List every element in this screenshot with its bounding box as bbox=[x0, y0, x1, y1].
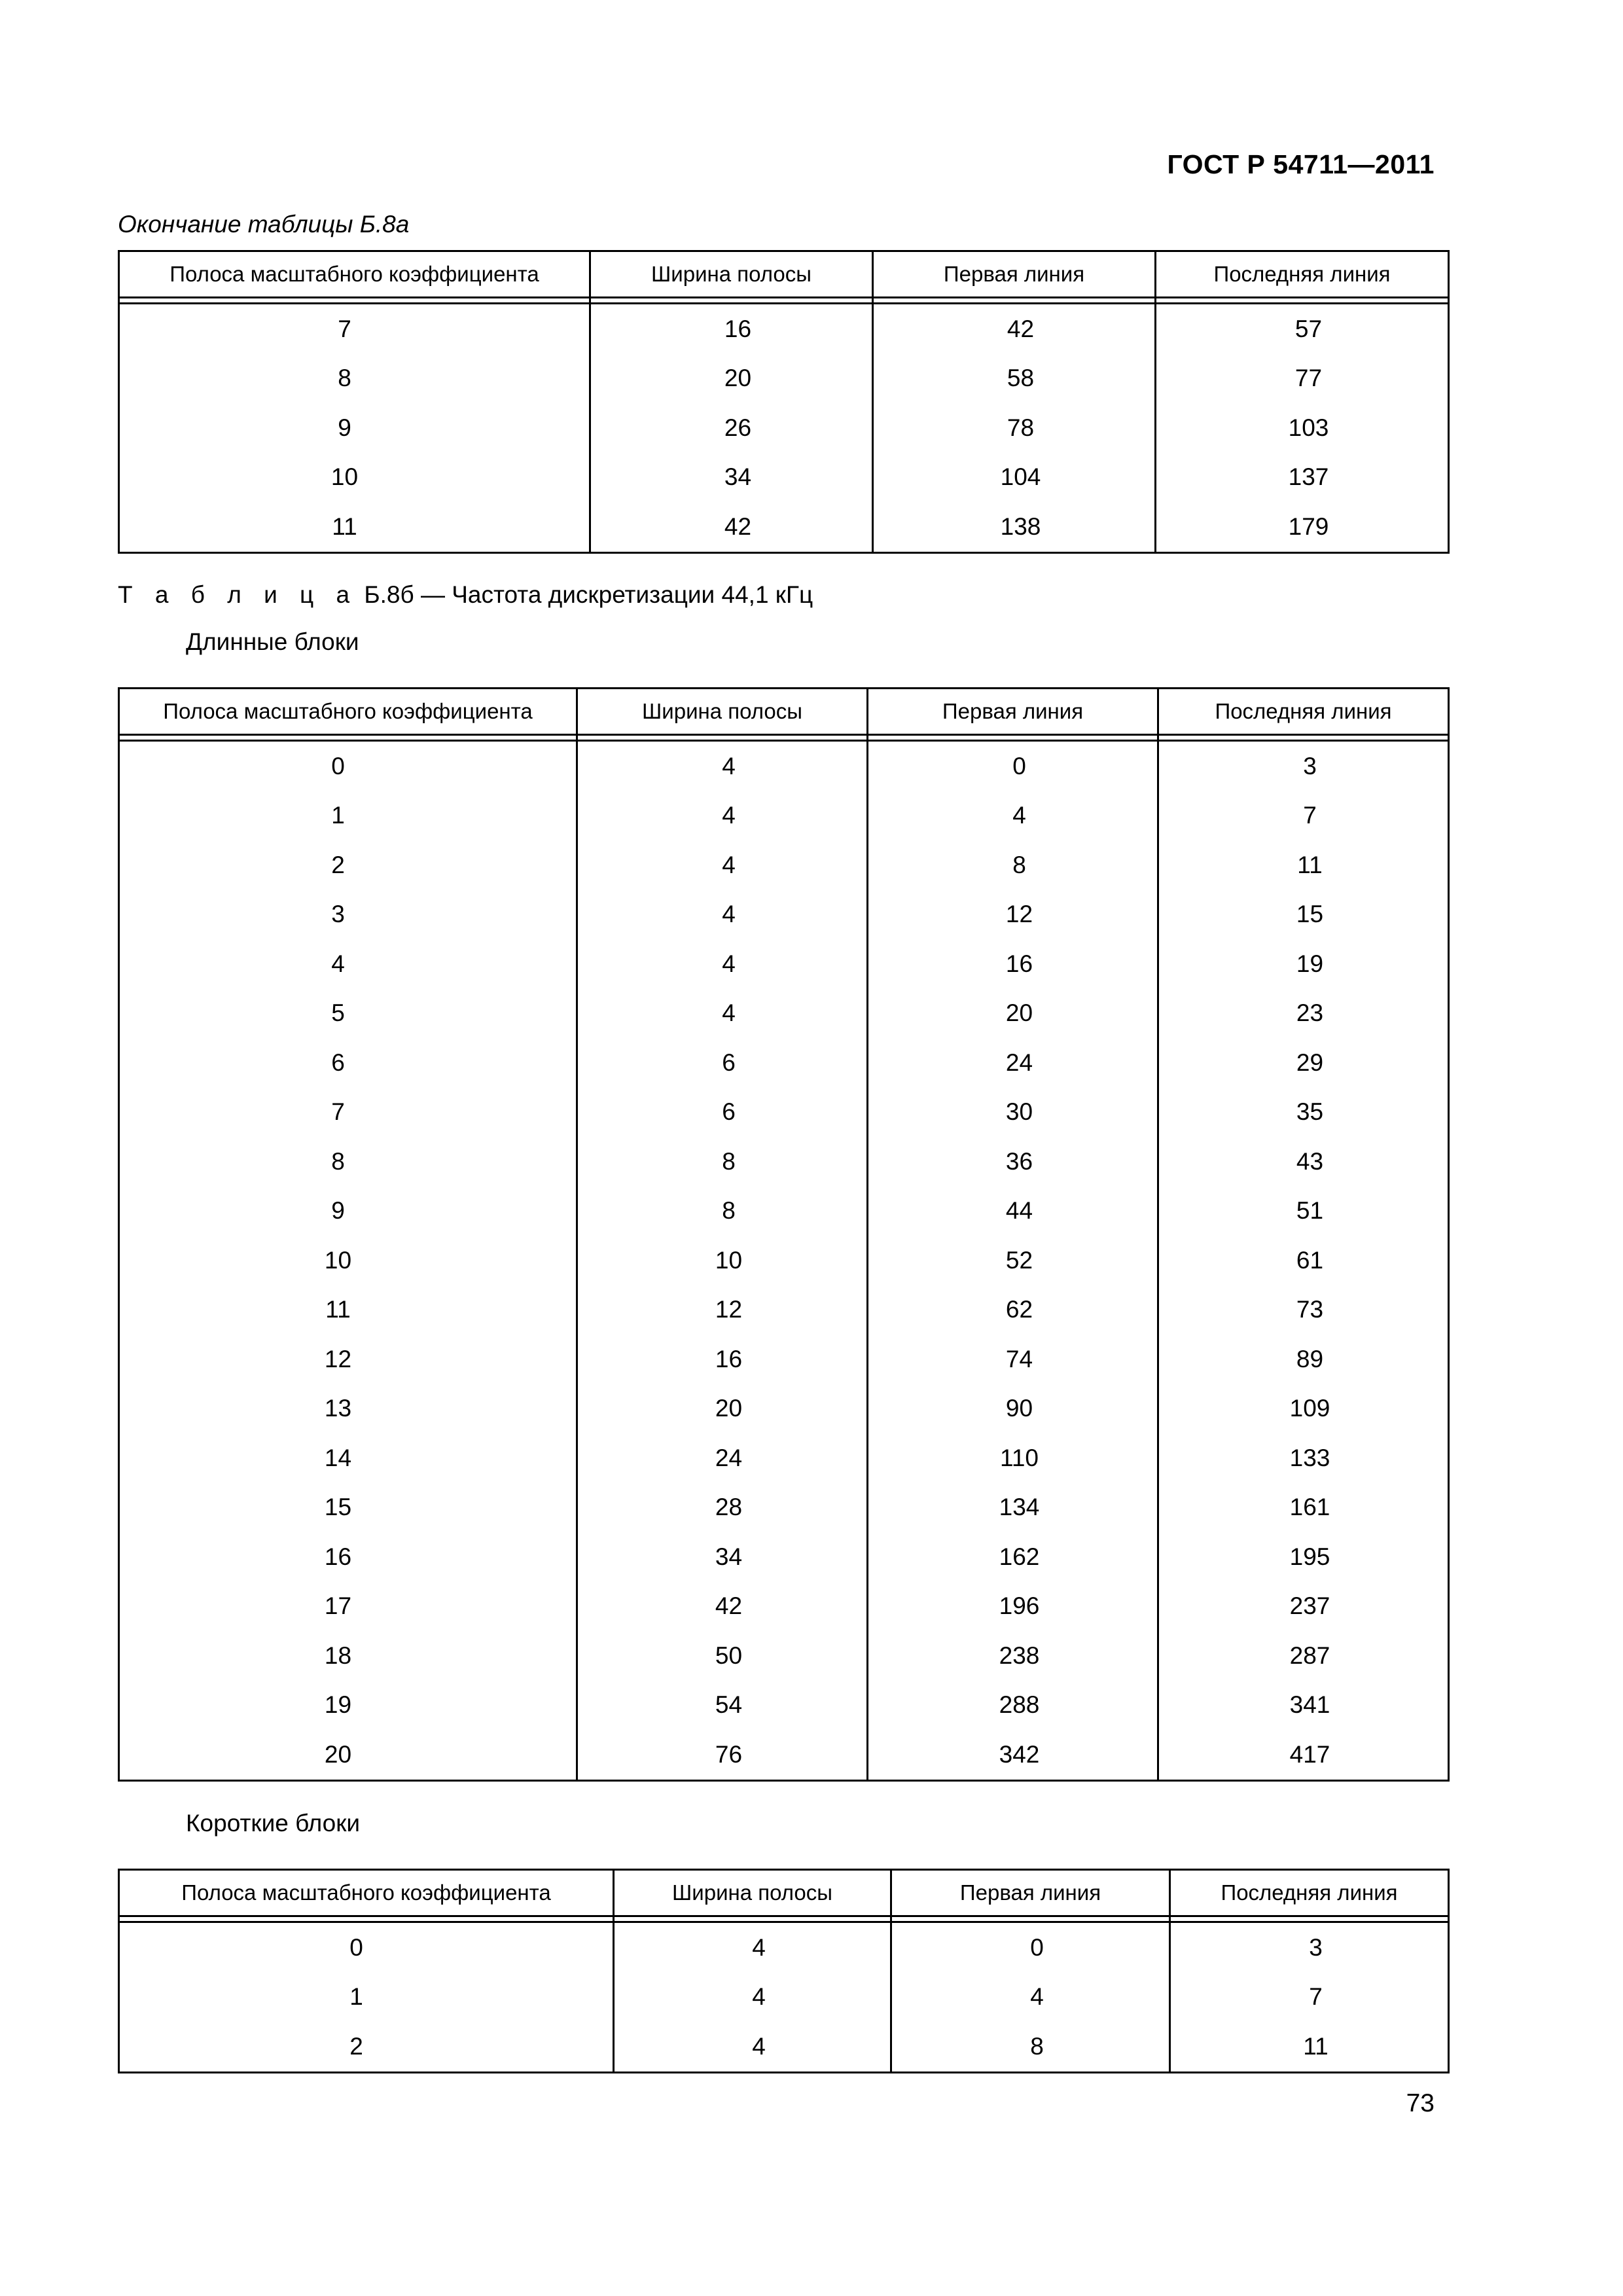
table-cell: 17 bbox=[119, 1582, 577, 1632]
table-cell: 20 bbox=[119, 1730, 577, 1780]
table-b8a bbox=[118, 250, 1450, 554]
table-cell: 43 bbox=[1158, 1137, 1449, 1187]
table-cell: 13 bbox=[119, 1384, 577, 1434]
table-cell: 10 bbox=[119, 453, 590, 503]
table-cell: 23 bbox=[1158, 989, 1449, 1039]
table-row bbox=[119, 1483, 1449, 1533]
table-cell: 3 bbox=[119, 890, 577, 940]
table-cell: 29 bbox=[1158, 1038, 1449, 1088]
table-cell: 109 bbox=[1158, 1384, 1449, 1434]
table-cell: 90 bbox=[868, 1384, 1158, 1434]
table-cell: 34 bbox=[590, 453, 873, 503]
short-blocks-label: Короткие блоки bbox=[186, 1810, 361, 1837]
table-cell: 2 bbox=[119, 840, 577, 890]
table-cell: 8 bbox=[577, 1137, 868, 1187]
column-header: Полоса масштабного коэффициента bbox=[119, 1870, 614, 1916]
table-cell: 14 bbox=[119, 1433, 577, 1483]
table-row bbox=[119, 502, 1449, 552]
table-row bbox=[119, 1730, 1449, 1780]
table-row bbox=[119, 890, 1449, 940]
table-title-text: Б.8б — Частота дискретизации 44,1 кГц bbox=[357, 581, 813, 608]
table-cell: 11 bbox=[1158, 840, 1449, 890]
table-cell: 51 bbox=[1158, 1187, 1449, 1236]
table-cell: 74 bbox=[868, 1335, 1158, 1384]
table-cell: 341 bbox=[1158, 1681, 1449, 1731]
table-row bbox=[119, 1187, 1449, 1236]
table-row bbox=[119, 791, 1449, 841]
table-row bbox=[119, 1532, 1449, 1582]
table-cell: 10 bbox=[119, 1236, 577, 1285]
table-cell: 137 bbox=[1156, 453, 1449, 503]
table-cell: 26 bbox=[590, 403, 873, 453]
table-cell: 11 bbox=[119, 1285, 577, 1335]
column-header: Полоса масштабного коэффициента bbox=[119, 689, 577, 735]
table-cell: 4 bbox=[577, 791, 868, 841]
table-row bbox=[119, 741, 1449, 791]
table-cell: 238 bbox=[868, 1631, 1158, 1681]
table-cell: 4 bbox=[614, 2022, 891, 2072]
table-cell: 4 bbox=[577, 741, 868, 791]
table-cell: 4 bbox=[577, 939, 868, 989]
table-cell: 62 bbox=[868, 1285, 1158, 1335]
table-row bbox=[119, 2022, 1449, 2072]
table-cell: 4 bbox=[577, 840, 868, 890]
table-row bbox=[119, 1236, 1449, 1285]
table-cell: 4 bbox=[868, 791, 1158, 841]
table-row bbox=[119, 1631, 1449, 1681]
table-row bbox=[119, 939, 1449, 989]
page-number: 73 bbox=[1406, 2089, 1435, 2117]
table-cell: 1 bbox=[119, 791, 577, 841]
table-cell: 20 bbox=[577, 1384, 868, 1434]
table-cell: 35 bbox=[1158, 1088, 1449, 1138]
table-cell: 103 bbox=[1156, 403, 1449, 453]
table-cell: 9 bbox=[119, 403, 590, 453]
table-cell: 104 bbox=[873, 453, 1156, 503]
table-cell: 42 bbox=[873, 304, 1156, 354]
table-cell: 6 bbox=[577, 1038, 868, 1088]
table-cell: 7 bbox=[119, 304, 590, 354]
table-cell: 4 bbox=[577, 890, 868, 940]
table-cell: 11 bbox=[1170, 2022, 1449, 2072]
table-header bbox=[119, 251, 1449, 304]
table-cell: 161 bbox=[1158, 1483, 1449, 1533]
table-row bbox=[119, 453, 1449, 503]
table-cell: 6 bbox=[119, 1038, 577, 1088]
table-cell: 0 bbox=[119, 741, 577, 791]
table-row bbox=[119, 1433, 1449, 1483]
table-cell: 16 bbox=[577, 1335, 868, 1384]
table-cell: 15 bbox=[119, 1483, 577, 1533]
table-cell: 3 bbox=[1158, 741, 1449, 791]
table-cell: 11 bbox=[119, 502, 590, 552]
table-cell: 24 bbox=[577, 1433, 868, 1483]
table-cell: 78 bbox=[873, 403, 1156, 453]
table-header bbox=[119, 1870, 1449, 1922]
table-b8b-long-blocks bbox=[118, 687, 1450, 1782]
column-header: Первая линия bbox=[873, 251, 1156, 298]
table-cell: 16 bbox=[119, 1532, 577, 1582]
table-row bbox=[119, 304, 1449, 354]
table-cell: 24 bbox=[868, 1038, 1158, 1088]
table-title-prefix: Т а б л и ц а bbox=[118, 581, 358, 608]
table-cell: 134 bbox=[868, 1483, 1158, 1533]
table-cell: 73 bbox=[1158, 1285, 1449, 1335]
table-row bbox=[119, 1922, 1449, 1973]
table-row bbox=[119, 1973, 1449, 2022]
table-cell: 0 bbox=[868, 741, 1158, 791]
table-row bbox=[119, 1582, 1449, 1632]
table-cell: 162 bbox=[868, 1532, 1158, 1582]
table-cell: 8 bbox=[119, 1137, 577, 1187]
table-cell: 19 bbox=[1158, 939, 1449, 989]
table-row bbox=[119, 840, 1449, 890]
table-cell: 133 bbox=[1158, 1433, 1449, 1483]
table-cell: 7 bbox=[1158, 791, 1449, 841]
table-cell: 61 bbox=[1158, 1236, 1449, 1285]
table-cell: 54 bbox=[577, 1681, 868, 1731]
table-cell: 288 bbox=[868, 1681, 1158, 1731]
table-row bbox=[119, 989, 1449, 1039]
column-header: Ширина полосы bbox=[590, 251, 873, 298]
table-row bbox=[119, 1335, 1449, 1384]
table-cell: 8 bbox=[891, 2022, 1170, 2072]
table-cell: 2 bbox=[119, 2022, 614, 2072]
table-cell: 287 bbox=[1158, 1631, 1449, 1681]
table-cell: 15 bbox=[1158, 890, 1449, 940]
table-row bbox=[119, 1285, 1449, 1335]
table-row bbox=[119, 1088, 1449, 1138]
table-cell: 28 bbox=[577, 1483, 868, 1533]
table-cell: 4 bbox=[577, 989, 868, 1039]
long-blocks-label: Длинные блоки bbox=[186, 628, 359, 655]
table-cell: 4 bbox=[891, 1973, 1170, 2022]
table-cell: 42 bbox=[577, 1582, 868, 1632]
table-cell: 8 bbox=[577, 1187, 868, 1236]
table-row bbox=[119, 1681, 1449, 1731]
table-cell: 196 bbox=[868, 1582, 1158, 1632]
table-cell: 58 bbox=[873, 354, 1156, 404]
table-cell: 10 bbox=[577, 1236, 868, 1285]
table-cell: 179 bbox=[1156, 502, 1449, 552]
table-cell: 16 bbox=[590, 304, 873, 354]
table-cell: 417 bbox=[1158, 1730, 1449, 1780]
table-cell: 30 bbox=[868, 1088, 1158, 1138]
table-cell: 8 bbox=[868, 840, 1158, 890]
table-row bbox=[119, 1384, 1449, 1434]
table-cell: 89 bbox=[1158, 1335, 1449, 1384]
table-cell: 42 bbox=[590, 502, 873, 552]
table-cell: 5 bbox=[119, 989, 577, 1039]
table-cell: 342 bbox=[868, 1730, 1158, 1780]
table-cell: 195 bbox=[1158, 1532, 1449, 1582]
column-header: Первая линия bbox=[891, 1870, 1170, 1916]
table-header bbox=[119, 689, 1449, 741]
table-cell: 20 bbox=[868, 989, 1158, 1039]
table-cell: 12 bbox=[868, 890, 1158, 940]
column-header: Первая линия bbox=[868, 689, 1158, 735]
table-cell: 44 bbox=[868, 1187, 1158, 1236]
table-row bbox=[119, 1038, 1449, 1088]
table-cell: 19 bbox=[119, 1681, 577, 1731]
column-header: Полоса масштабного коэффициента bbox=[119, 251, 590, 298]
table-cell: 3 bbox=[1170, 1922, 1449, 1973]
table-cell: 36 bbox=[868, 1137, 1158, 1187]
table-cell: 57 bbox=[1156, 304, 1449, 354]
table-row bbox=[119, 1137, 1449, 1187]
table-cell: 8 bbox=[119, 354, 590, 404]
column-header: Последняя линия bbox=[1158, 689, 1449, 735]
table-cell: 110 bbox=[868, 1433, 1158, 1483]
table-cell: 7 bbox=[1170, 1973, 1449, 2022]
column-header: Ширина полосы bbox=[614, 1870, 891, 1916]
table-title bbox=[118, 581, 813, 609]
table-cell: 52 bbox=[868, 1236, 1158, 1285]
table-cell: 7 bbox=[119, 1088, 577, 1138]
table-cell: 0 bbox=[891, 1922, 1170, 1973]
table-cell: 4 bbox=[119, 939, 577, 989]
column-header: Последняя линия bbox=[1170, 1870, 1449, 1916]
column-header: Ширина полосы bbox=[577, 689, 868, 735]
table-cell: 4 bbox=[614, 1973, 891, 2022]
table-cell: 77 bbox=[1156, 354, 1449, 404]
table-cell: 1 bbox=[119, 1973, 614, 2022]
table-cell: 12 bbox=[577, 1285, 868, 1335]
table-cell: 16 bbox=[868, 939, 1158, 989]
table-row bbox=[119, 403, 1449, 453]
table-cell: 6 bbox=[577, 1088, 868, 1138]
table-b8b-short-blocks bbox=[118, 1869, 1450, 2073]
table-cell: 9 bbox=[119, 1187, 577, 1236]
table-cell: 138 bbox=[873, 502, 1156, 552]
table-cell: 4 bbox=[614, 1922, 891, 1973]
table-cell: 18 bbox=[119, 1631, 577, 1681]
table-cell: 12 bbox=[119, 1335, 577, 1384]
table-cell: 34 bbox=[577, 1532, 868, 1582]
table-cell: 237 bbox=[1158, 1582, 1449, 1632]
table-cell: 50 bbox=[577, 1631, 868, 1681]
column-header: Последняя линия bbox=[1156, 251, 1449, 298]
table-cell: 0 bbox=[119, 1922, 614, 1973]
table-cell: 76 bbox=[577, 1730, 868, 1780]
standard-code: ГОСТ Р 54711—2011 bbox=[1167, 149, 1435, 179]
table-cell: 20 bbox=[590, 354, 873, 404]
table-row bbox=[119, 354, 1449, 404]
continuation-caption: Окончание таблицы Б.8а bbox=[118, 211, 410, 238]
